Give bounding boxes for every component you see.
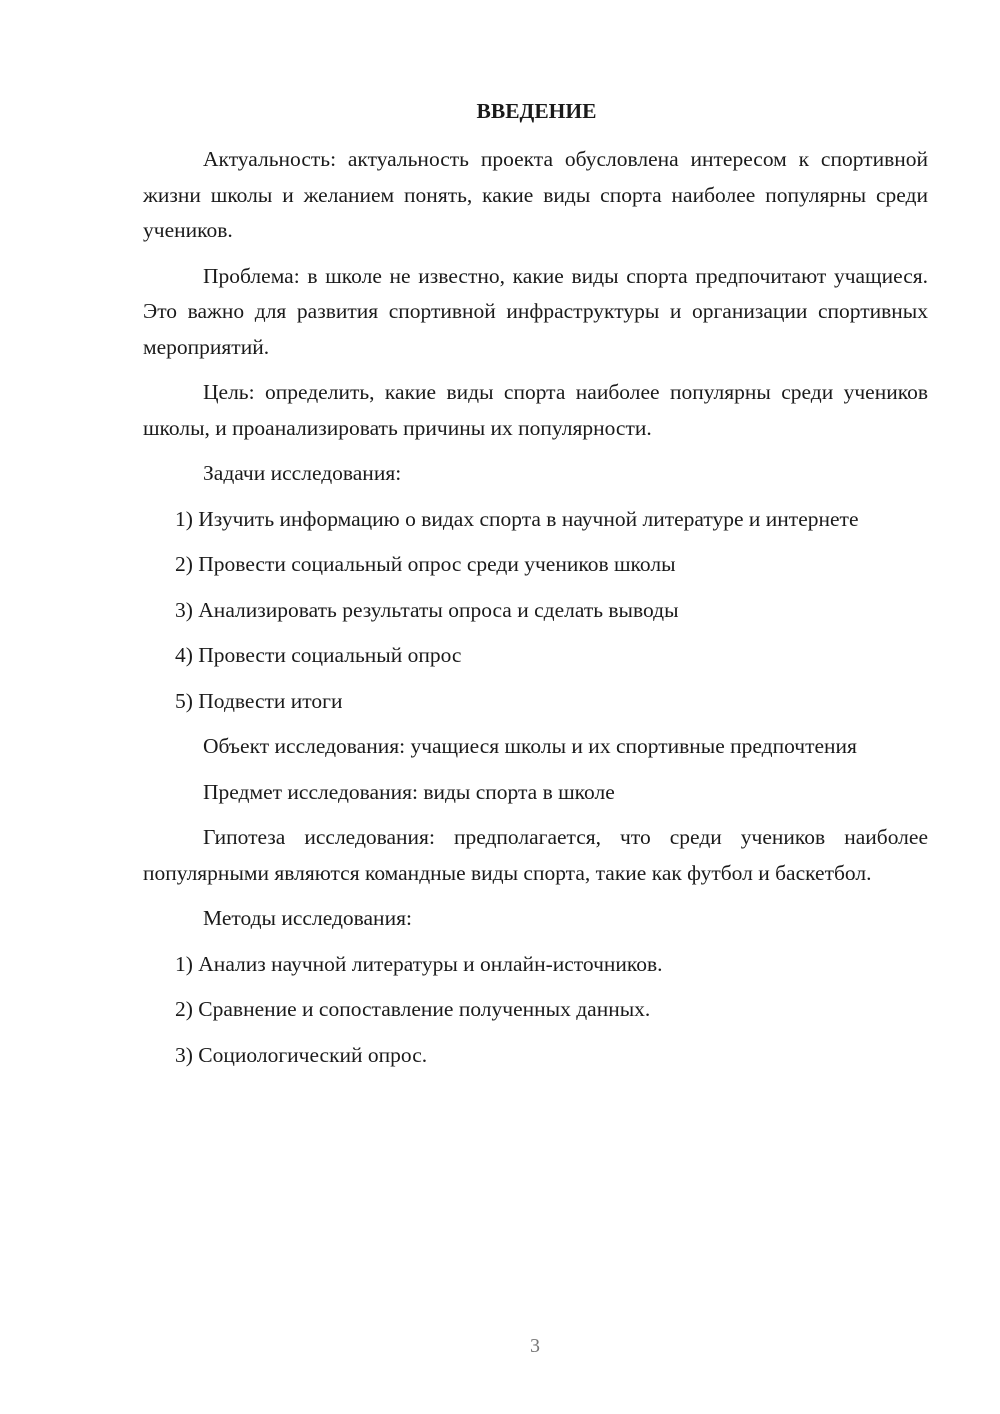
tasks-heading: Задачи исследования: [203, 461, 402, 485]
task-item: 2) Провести социальный опрос среди учеников школы [175, 552, 676, 576]
relevance-paragraph: Актуальность: актуальность проекта обусловлена интересом к спортивной жизни школы и желанием понять, какие виды спорта наиболее популярны среди учеников. [143, 147, 928, 242]
method-item: 3) Социологический опрос. [175, 1042, 428, 1067]
task-item: 4) Провести социальный опрос [175, 643, 462, 667]
method-item: 2) Сравнение и сопоставление полученных данных. [175, 997, 651, 1021]
hypothesis-paragraph: Гипотеза исследования: предполагается, что среди учеников наиболее популярными являются командные виды спорта, такие как футбол и баскетбол. [143, 825, 928, 885]
problem-paragraph: Проблема: в школе не известно, какие виды спорта предпочитают учащиеся. Это важно для развития спортивной инфраструктуры и организации спортивных мероприятий. [143, 263, 928, 359]
methods-heading: Методы исследования: [203, 906, 412, 930]
page-content [143, 94, 928, 1083]
method-item: 1) Анализ научной литературы и онлайн-источников. [175, 951, 663, 976]
task-item: 5) Подвести итоги [175, 688, 343, 713]
page-number: 3 [530, 1335, 540, 1357]
task-item: 3) Анализировать результаты опроса и сделать выводы [175, 597, 679, 622]
section-title: ВВЕДЕНИЕ [476, 99, 597, 123]
task-item: 1) Изучить информацию о видах спорта в научной литературе и интернете [175, 506, 859, 531]
goal-paragraph: Цель: определить, какие виды спорта наиболее популярны среди учеников школы, и проанализировать причины их популярности. [143, 380, 928, 440]
subject-paragraph: Предмет исследования: виды спорта в школе [203, 779, 615, 804]
object-paragraph: Объект исследования: учащиеся школы и их спортивные предпочтения [203, 734, 857, 758]
